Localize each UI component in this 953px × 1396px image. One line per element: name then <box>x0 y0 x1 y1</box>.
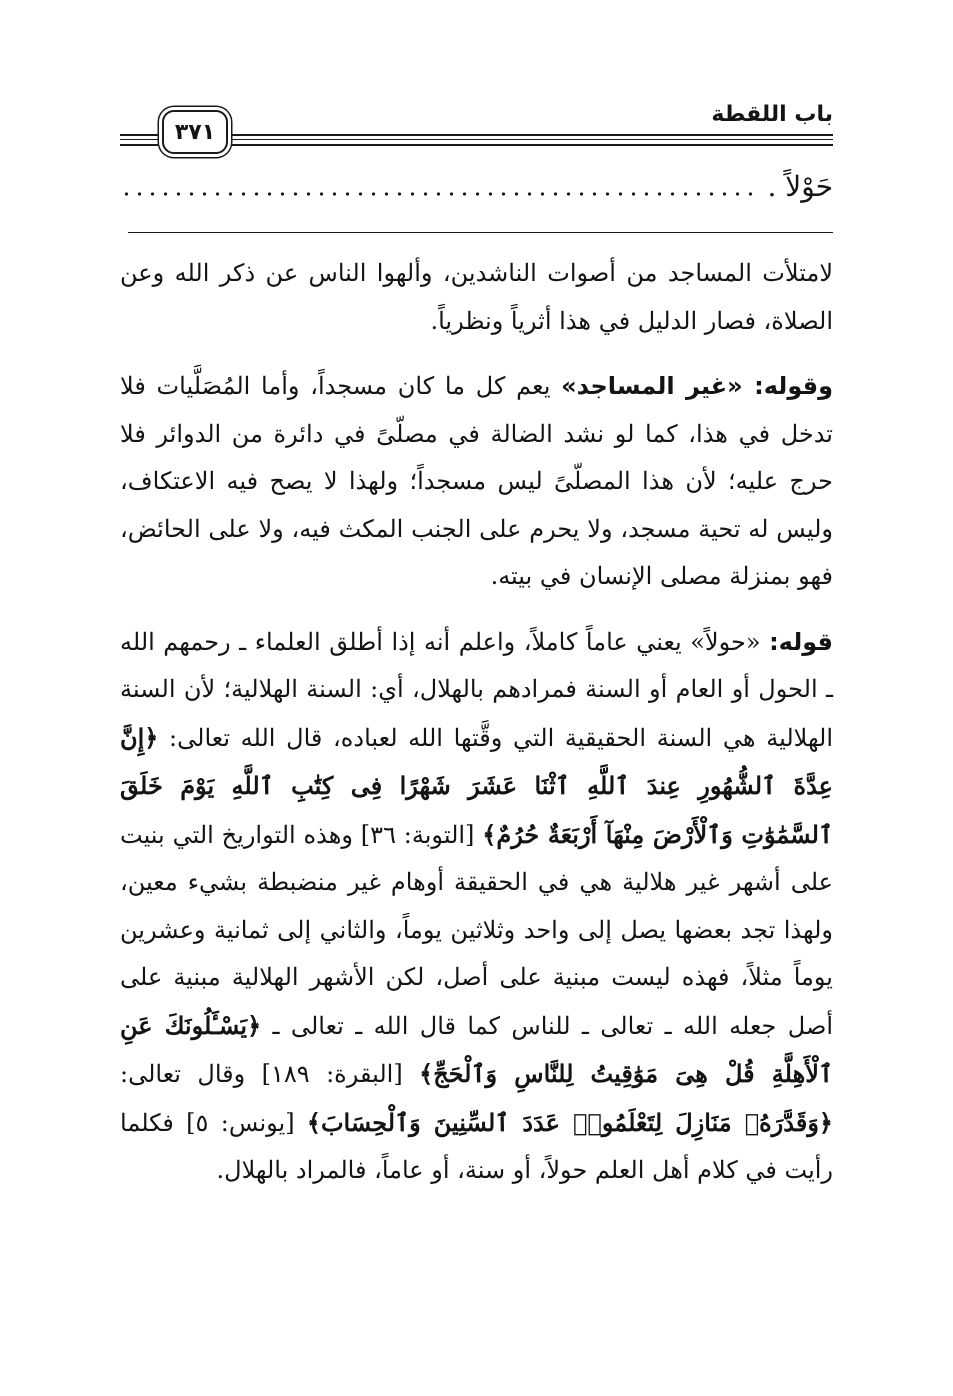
paragraph-text: «حولاً» يعني عاماً كاملاً، واعلم أنه إذا أطلق العلماء ـ رحمهم الله ـ الحول أو العام أو السنة فمرادهم بالهلال، أي: السنة الهلالية؛ لأن السنة الهلالية هي السنة الحقيقية التي وقَّتها الله لعباده، قال الله تعالى: <box>120 627 833 752</box>
paragraph-text: لامتلأت المساجد من أصوات الناشدين، وألهوا الناس عن ذكر الله وعن الصلاة، فصار الدليل في هذا أثرياً ونظرياً. <box>120 259 834 335</box>
page-number: ٣٧١ <box>162 110 228 154</box>
dotted-leader <box>120 184 755 204</box>
commentary-body <box>120 250 833 1195</box>
matn-text: حَوْلاً . <box>767 170 833 203</box>
paragraph-1 <box>120 250 833 345</box>
paragraph-text: [يونس: ٥] فكلما رأيت في كلام أهل العلم حولاً، أو سنة، أو عاماً، فالمراد بالهلال. <box>120 1108 833 1184</box>
paragraph-lead: قوله: <box>769 627 833 656</box>
paragraph-text: [التوبة: ٣٦] وهذه التواريخ التي بنيت على أشهر غير هلالية هي في الحقيقة أوهام غير منضبطة بشيء معين، ولهذا تجد بعضها يصل إلى واحد وثلاثين يوماً، والثاني إلى ثمانية وعشرين يوماً مثلاً، فهذه ليست مبنية على أصل، لكن الأشهر الهلالية مبنية على أصل جعله الله ـ تعالى ـ للناس كما قال الله ـ تعالى ـ <box>120 820 833 1040</box>
quran-verse: ﴿وَقَدَّرَهُۥ مَنَازِلَ لِتَعْلَمُوا۟ عَدَدَ ٱلسِّنِينَ وَٱلْحِسَابَ﴾ <box>306 1107 833 1137</box>
paragraph-3 <box>120 619 833 1195</box>
matn-line <box>120 162 833 212</box>
paragraph-2 <box>120 363 833 601</box>
paragraph-lead: وقوله: «غير المساجد» <box>561 372 833 400</box>
paragraph-text: [البقرة: ١٨٩] وقال تعالى: <box>120 1060 420 1088</box>
quran-verse: ﴿إِنَّ عِدَّةَ ٱلشُّهُورِ عِندَ ٱللَّهِ ٱثْنَا عَشَرَ شَهْرًا فِى كِتَٰبِ ٱللَّهِ يَوْمَ خَلَقَ ٱلسَّمَٰوَٰتِ وَٱلْأَرْضَ مِنْهَآ أَرْبَعَةٌ حُرُمٌ﴾ <box>120 722 834 849</box>
quran-verse: ﴿يَسْـَٔلُونَكَ عَنِ ٱلْأَهِلَّةِ قُلْ هِىَ مَوَٰقِيتُ لِلنَّاسِ وَٱلْحَجِّ﴾ <box>120 1010 834 1088</box>
paragraph-text: يعم كل ما كان مسجداً، وأما المُصَلَّيات فلا تدخل في هذا، كما لو نشد الضالة في مصلّىً في دائرة من الدوائر فلا حرج عليه؛ لأن هذا المصلّىً ليس مسجداً؛ ولهذا لا يصح فيه الاعتكاف، وليس له تحية مسجد، ولا يحرم على الجنب المكث فيه، ولا على الحائض، فهو بمنزلة مصلى الإنسان في بيته. <box>120 372 833 590</box>
chapter-title: باب اللقطة <box>711 102 833 127</box>
separator-rule <box>128 232 833 233</box>
